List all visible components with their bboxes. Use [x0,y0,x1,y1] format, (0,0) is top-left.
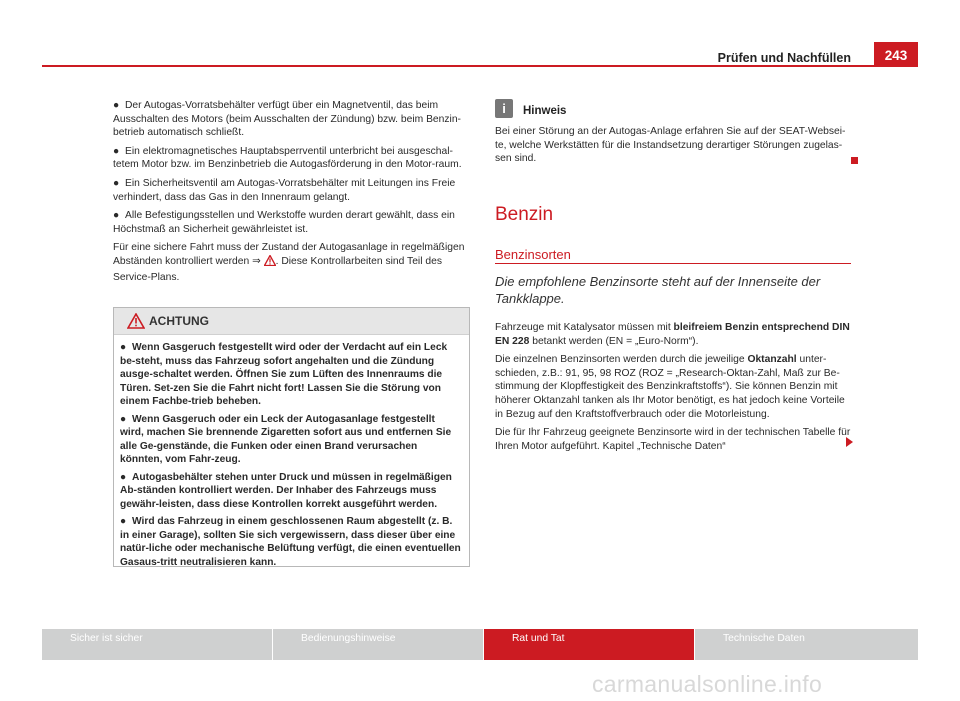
warning-header [114,308,469,335]
warning-box [113,307,470,567]
list-item: ● Wenn Gasgeruch festgestellt wird oder der Verdacht auf ein Leck be-steht, muss das Fahrzeug sofort angehalten und die Zündung ausge-schaltet werden. Öffnen Sie zum Lüften des Innenraums die Türen. Set-zen Sie die Fahrt nicht fort! Lassen Sie die Störung von einem Fachbe-trieb beheben. [120,342,448,407]
list-item: ● Autogasbehälter stehen unter Druck und müssen in regelmäßigen Ab-ständen kontrolliert werden. Der Inhaber des Fahrzeugs muss gewähr-leisten, dass diese Kontrollen korrekt ausgeführt werden. [120,471,452,510]
info-icon: i [495,99,513,118]
left-column [113,99,467,289]
tab-rat-und-tat[interactable]: Rat und Tat [484,629,694,660]
section-end-marker [851,157,858,164]
subsection-heading: Benzinsorten [495,247,571,262]
section-heading: Benzin [495,204,554,225]
paragraph: Die einzelnen Benzinsorten werden durch die jeweilige Oktanzahl unter-schieden, z.B.: 91, 95, 98 ROZ (ROZ = „Research-Oktan-Zahl, Maß zur Be-stimmung der Klopffestigkeit des Benzinkraftstoffs“). Sie können Benzin mit höherer Oktanzahl tanken als Ihr Motor benötigt, es hat jedoch keine Vorteile in Bezug auf den Kraftstoffverbrauch oder die Motorleistung. [495,354,845,420]
list-item: ● Ein Sicherheitsventil am Autogas-Vorratsbehälter mit Leitungen ins Freie verhindert, dass das Gas in den Innenraum gelangt. [113,177,456,203]
tab-bedienungshinweise[interactable]: Bedienungshinweise [273,629,483,660]
footer-nav [42,629,918,660]
header-title: Prüfen und Nachfüllen [717,51,851,65]
subsection-rule [495,263,851,264]
warning-icon[interactable] [264,255,276,271]
body-text [495,321,855,458]
list-item: ● Wird das Fahrzeug in einem geschlossenen Raum abgestellt (z. B. in einer Garage), sollten Sie sich vergewissern, dass dieser über eine natür-liche oder mechanische Belüftung verfügt, die einen eventuellen Gasaus-tritt neutralisieren kann. [120,516,461,568]
list-item: ● Ein elektromagnetisches Hauptabsperrventil unterbricht bei ausgeschal-tetem Motor bzw. im Benzinbetrieb die Autogasförderung in den Motor-raum. [113,145,462,171]
paragraph: Die für Ihr Fahrzeug geeignete Benzinsorte wird in der technischen Tabelle für Ihren Motor aufgeführt. Kapitel „Technische Daten“ [495,427,851,452]
warning-triangle-icon [127,313,145,332]
warning-title: ACHTUNG [149,314,209,328]
list-item: ● Alle Befestigungsstellen und Werkstoffe wurden derart gewählt, dass ein Höchstmaß an Sicherheit gewährleistet ist. [113,210,455,235]
note-text: Bei einer Störung an der Autogas-Anlage erfahren Sie auf der SEAT-Websei-te, welche Werkstätten für die Instandsetzung derartiger Störungen zugelas-sen sind. [495,126,846,165]
continue-arrow-icon [846,437,853,447]
lead-text: Die empfohlene Benzinsorte steht auf der Innenseite der Tankklappe. [495,274,821,306]
list-item: ● Der Autogas-Vorratsbehälter verfügt über ein Magnetventil, das beim Ausschalten des Motors (beim Ausschalten der Zündung) bzw. beim Benzin-betrieb automatisch schließt. [113,100,461,139]
header-rule [42,65,918,67]
tab-technische-daten[interactable]: Technische Daten [695,629,918,660]
watermark: carmanualsonline.info [592,671,823,697]
list-item: ● Wenn Gasgeruch oder ein Leck der Autogasanlage festgestellt wird, machen Sie brennende Zigaretten sofort aus und entfernen Sie alle Ge-genstände, die Funken oder einen Brand verursachen könnten, vom Fahr-zeug. [120,413,452,465]
inspection-paragraph: Für eine sichere Fahrt muss der Zustand der Autogasanlage in regelmäßigen Abständen kontrolliert werden ⇒ . Diese Kontrollarbeiten sind Teil des Service-Plans. [113,242,465,283]
paragraph: Fahrzeuge mit Katalysator müssen mit bleifreiem Benzin entsprechend DIN EN 228 betankt werden (EN = „Euro-Norm“). [495,322,850,347]
note-section [495,99,855,171]
tab-sicher-ist-sicher[interactable]: Sicher ist sicher [42,629,272,660]
page-number: 243 [874,42,918,66]
note-title: Hinweis [523,105,567,117]
